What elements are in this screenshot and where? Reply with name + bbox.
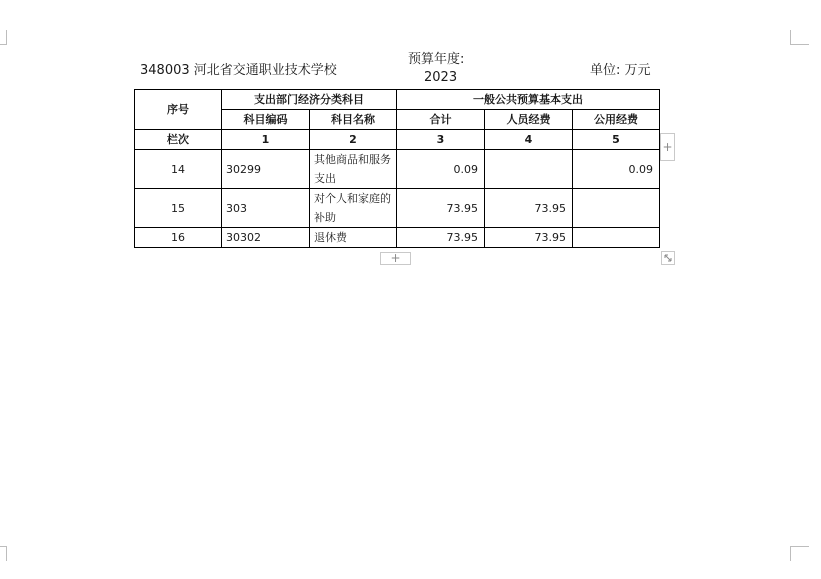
index-3[interactable]: 3 (397, 130, 485, 150)
cell-personnel[interactable]: 73.95 (485, 228, 573, 248)
unit-label: 单位: 万元 (590, 63, 651, 78)
header-seq[interactable]: 序号 (135, 90, 222, 130)
table-row (135, 150, 660, 189)
header-code[interactable]: 科目编码 (222, 110, 310, 130)
cell-seq[interactable]: 14 (135, 150, 222, 189)
crop-mark-bottom-right (790, 546, 809, 561)
index-5[interactable]: 5 (573, 130, 660, 150)
budget-table[interactable] (134, 89, 660, 248)
cell-public[interactable]: 0.09 (573, 150, 660, 189)
table-row (135, 228, 660, 248)
budget-year-value: 2023 (424, 70, 458, 85)
cell-name[interactable]: 对个人和家庭的补助 (310, 189, 397, 228)
resize-corner-icon (662, 252, 674, 264)
add-column-button[interactable]: + (660, 133, 675, 161)
cell-personnel[interactable]: 73.95 (485, 189, 573, 228)
header-total[interactable]: 合计 (397, 110, 485, 130)
cell-code[interactable]: 303 (222, 189, 310, 228)
header-name[interactable]: 科目名称 (310, 110, 397, 130)
cell-total[interactable]: 0.09 (397, 150, 485, 189)
cell-seq[interactable]: 15 (135, 189, 222, 228)
header-public[interactable]: 公用经费 (573, 110, 660, 130)
index-2[interactable]: 2 (310, 130, 397, 150)
cell-name[interactable]: 退休费 (310, 228, 397, 248)
organization-name: 348003 河北省交通职业技术学校 (140, 63, 337, 78)
crop-mark-top-right (790, 30, 809, 45)
table-header-row-1 (135, 90, 660, 110)
cell-total[interactable]: 73.95 (397, 189, 485, 228)
cell-code[interactable]: 30302 (222, 228, 310, 248)
cell-code[interactable]: 30299 (222, 150, 310, 189)
header-econ-group[interactable]: 支出部门经济分类科目 (222, 90, 397, 110)
cell-public[interactable] (573, 189, 660, 228)
header-personnel[interactable]: 人员经费 (485, 110, 573, 130)
index-4[interactable]: 4 (485, 130, 573, 150)
add-row-button[interactable]: + (380, 252, 411, 265)
cell-total[interactable]: 73.95 (397, 228, 485, 248)
index-1[interactable]: 1 (222, 130, 310, 150)
table-row (135, 189, 660, 228)
header-budget-group[interactable]: 一般公共预算基本支出 (397, 90, 660, 110)
cell-public[interactable] (573, 228, 660, 248)
index-label[interactable]: 栏次 (135, 130, 222, 150)
table-resize-handle[interactable] (661, 251, 675, 265)
crop-mark-bottom-left (0, 546, 7, 561)
crop-mark-top-left (0, 30, 7, 45)
budget-year-label: 预算年度: (408, 52, 465, 67)
cell-name[interactable]: 其他商品和服务支出 (310, 150, 397, 189)
table-index-row (135, 130, 660, 150)
cell-personnel[interactable] (485, 150, 573, 189)
cell-seq[interactable]: 16 (135, 228, 222, 248)
